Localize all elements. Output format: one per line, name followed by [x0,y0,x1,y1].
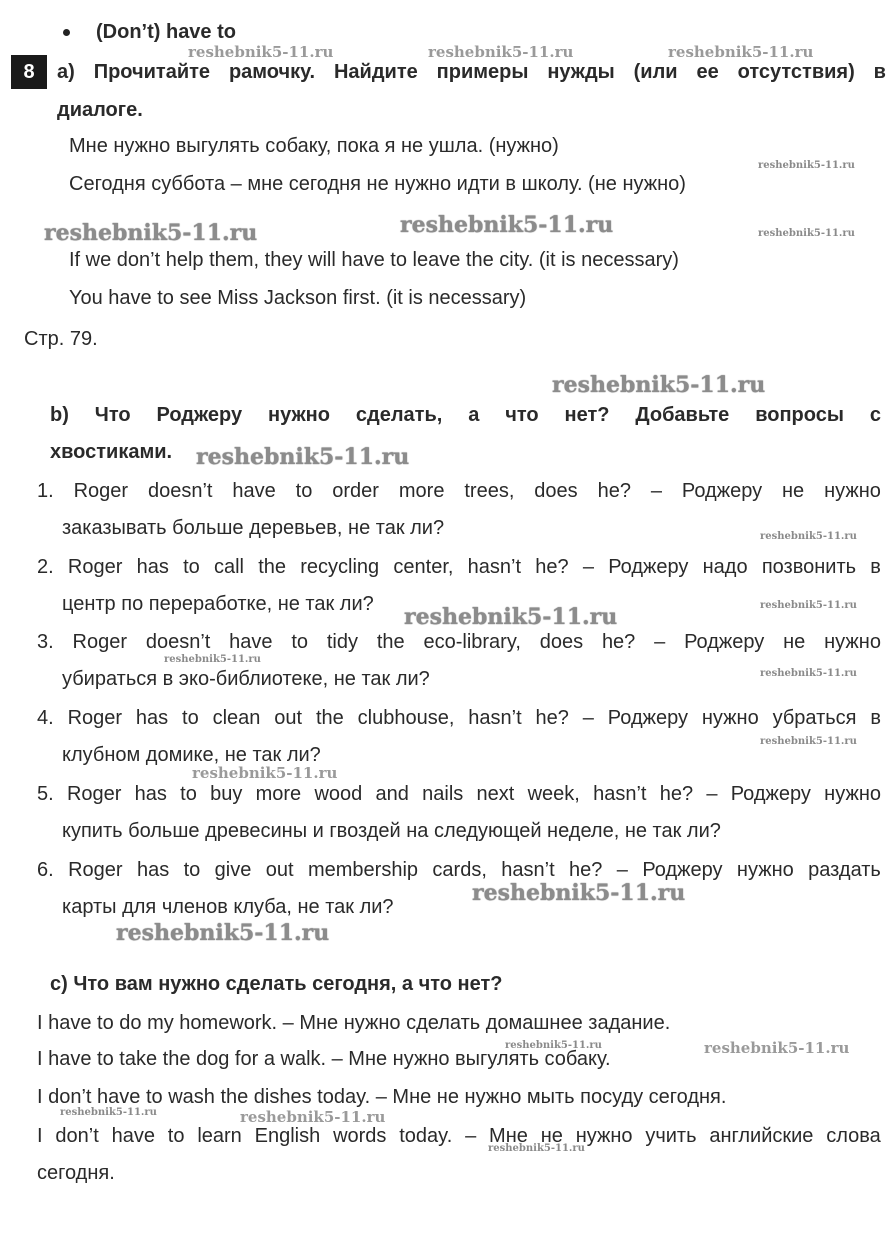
word: don’t [55,1125,99,1147]
word: убраться [772,707,857,729]
word: 6. [37,859,54,881]
word: ее [696,61,719,83]
watermark: reshebnik5-11.ru [505,1040,602,1051]
watermark: reshebnik5-11.ru [44,220,258,246]
word: Прочитайте [93,61,211,83]
word: to [183,859,201,881]
word: рамочку. [228,61,316,83]
watermark: reshebnik5-11.ru [704,1039,850,1057]
word: 3. [37,631,54,653]
answer-line: I have to take the dog for a walk. – Мне нужно выгулять собаку. [37,1048,611,1070]
word: tidy [326,631,358,653]
word: – [465,1125,477,1147]
word: примеры [436,61,529,83]
word: have [229,631,273,653]
word: to [180,783,197,805]
word: doesn’t [145,631,211,653]
word: the [315,707,344,729]
word: нужды [547,61,615,83]
word: Roger [67,556,123,578]
task-item-line1 [37,555,881,581]
word: Roger [73,480,129,502]
watermark: reshebnik5-11.ru [760,531,857,542]
watermark: reshebnik5-11.ru [196,444,410,470]
watermark: reshebnik5-11.ru [760,600,857,611]
word: he? [601,631,636,653]
word: 5. [37,783,54,805]
watermark: reshebnik5-11.ru [164,654,261,665]
task-item-line2: карты для членов клуба, не так ли? [62,896,394,918]
task-item-line1 [37,706,881,732]
word: вопросы [755,404,844,426]
word: hasn’t [467,556,522,578]
word: the [258,556,287,578]
task-item-line2: купить больше древесины и гвоздей на следующей неделе, не так ли? [62,820,721,842]
word: learn [197,1125,242,1147]
word: Roger [72,631,127,653]
task-item-line2: убираться в эко-библиотеке, не так ли? [62,668,430,690]
word: does [534,480,578,502]
word: out [265,859,294,881]
example-line: Сегодня суббота – мне сегодня не нужно идти в школу. (не нужно) [69,173,686,195]
word: позвонить [761,556,857,578]
word: has [136,556,169,578]
watermark: reshebnik5-11.ru [404,604,618,630]
word: English [254,1125,321,1147]
word: Добавьте [635,404,730,426]
watermark: reshebnik5-11.ru [192,764,338,782]
page-reference: Стр. 79. [24,328,98,350]
watermark: reshebnik5-11.ru [472,880,686,906]
word: to [183,556,200,578]
word: membership [307,859,419,881]
word: out [274,707,303,729]
word: раздать [808,859,881,881]
word: buy [210,783,243,805]
word: – [582,707,594,729]
word: Роджеру [608,556,689,578]
word: в [870,556,881,578]
word: has [135,707,169,729]
task-item-line1 [37,479,881,505]
word: clubhouse, [357,707,455,729]
word: 4. [37,707,54,729]
word: – [616,859,628,881]
word: нет? [564,404,610,426]
word: give [214,859,252,881]
task-item-line1 [37,858,881,884]
word: учить [645,1125,697,1147]
word: Найдите [333,61,418,83]
answer-line: I have to do my homework. – Мне нужно сделать домашнее задание. [37,1012,671,1034]
word: does [539,631,584,653]
word: (или [633,61,678,83]
word: has [136,859,170,881]
word: нужно [575,1125,633,1147]
answer-line: сегодня. [37,1162,115,1184]
word: nails [422,783,464,805]
word: he? [569,859,603,881]
word: week, [527,783,580,805]
exercise-number-badge: 8 [11,55,47,89]
word: – [706,783,718,805]
word: today. [399,1125,453,1147]
word: has [134,783,167,805]
word: нужно [824,783,881,805]
word: wood [314,783,363,805]
word: надо [702,556,748,578]
watermark: reshebnik5-11.ru [760,668,857,679]
word: he? [535,707,569,729]
word: to [182,707,199,729]
word: he? [659,783,694,805]
word: 1. [37,480,54,502]
word: to [291,631,309,653]
task-item-line2: клубном домике, не так ли? [62,744,321,766]
part-a-title-line2: диалоге. [57,99,143,121]
example-line: You have to see Miss Jackson first. (it is necessary) [69,287,527,309]
answer-line [37,1124,881,1150]
word: 2. [37,556,54,578]
part-a-title-line1 [57,60,886,86]
word: в [870,707,881,729]
word: he? [535,556,569,578]
watermark: reshebnik5-11.ru [60,1107,157,1118]
word: Roger [67,707,123,729]
task-item-line2: центр по переработке, не так ли? [62,593,374,615]
word: to [167,1125,185,1147]
word: английские [709,1125,814,1147]
word: eco-library, [423,631,521,653]
word: Мне [489,1125,528,1147]
word: I [37,1125,43,1147]
word: and [375,783,409,805]
word: Роджеру [156,404,243,426]
word: a) [57,61,75,83]
word: – [650,480,662,502]
word: а [468,404,480,426]
word: hasn’t [501,859,555,881]
word: нужно [701,707,759,729]
word: words [333,1125,387,1147]
word: – [654,631,666,653]
word: the [376,631,405,653]
word: сделать, [355,404,443,426]
part-c-title: c) Что вам нужно сделать сегодня, а что нет? [50,973,503,995]
watermark: reshebnik5-11.ru [116,920,330,946]
word: next [476,783,515,805]
bullet-icon [63,29,70,36]
word: Роджеру [642,859,723,881]
word: call [213,556,244,578]
word: не [540,1125,563,1147]
word: с [869,404,881,426]
watermark: reshebnik5-11.ru [552,372,766,398]
word: hasn’t [468,707,522,729]
watermark: reshebnik5-11.ru [240,1108,386,1126]
watermark: reshebnik5-11.ru [188,43,334,61]
part-b-title-line1 [50,403,881,429]
word: more [255,783,302,805]
word: b) [50,404,69,426]
word: Роджеру [607,707,689,729]
word: to [295,480,313,502]
section-title: (Don’t) have to [96,21,236,43]
word: doesn’t [147,480,213,502]
watermark: reshebnik5-11.ru [760,736,857,747]
answer-line: I don’t have to wash the dishes today. – Мне не нужно мыть посуду сегодня. [37,1086,727,1108]
word: have [111,1125,155,1147]
word: отсутствия) [737,61,855,83]
word: нужно [268,404,330,426]
word: center, [393,556,454,578]
word: Роджеру [681,480,763,502]
watermark: reshebnik5-11.ru [428,43,574,61]
example-line: If we don’t help them, they will have to leave the city. (it is necessary) [69,249,679,271]
watermark: reshebnik5-11.ru [400,212,614,238]
word: Роджеру [730,783,811,805]
watermark: reshebnik5-11.ru [758,228,855,239]
word: have [232,480,276,502]
word: clean [212,707,261,729]
word: не [782,480,805,502]
example-line: Мне нужно выгулять собаку, пока я не ушла. (нужно) [69,135,559,157]
watermark: reshebnik5-11.ru [488,1143,585,1154]
word: Роджеру [684,631,765,653]
word: Roger [68,859,123,881]
word: order [332,480,379,502]
watermark: reshebnik5-11.ru [668,43,814,61]
part-b-title-line2: хвостиками. [50,441,173,463]
word: more [398,480,445,502]
task-item-line1 [37,782,881,808]
word: Что [94,404,131,426]
word: Roger [66,783,122,805]
word: he? [597,480,631,502]
word: что [505,404,539,426]
word: нужно [824,631,881,653]
watermark: reshebnik5-11.ru [758,160,855,171]
word: нужно [824,480,881,502]
task-item-line2: заказывать больше деревьев, не так ли? [62,517,445,539]
task-item-line1 [37,630,881,656]
word: нужно [736,859,794,881]
word: recycling [300,556,380,578]
word: – [582,556,594,578]
word: в [873,61,886,83]
word: не [783,631,806,653]
word: hasn’t [593,783,647,805]
word: cards, [432,859,487,881]
word: слова [826,1125,881,1147]
word: trees, [464,480,515,502]
